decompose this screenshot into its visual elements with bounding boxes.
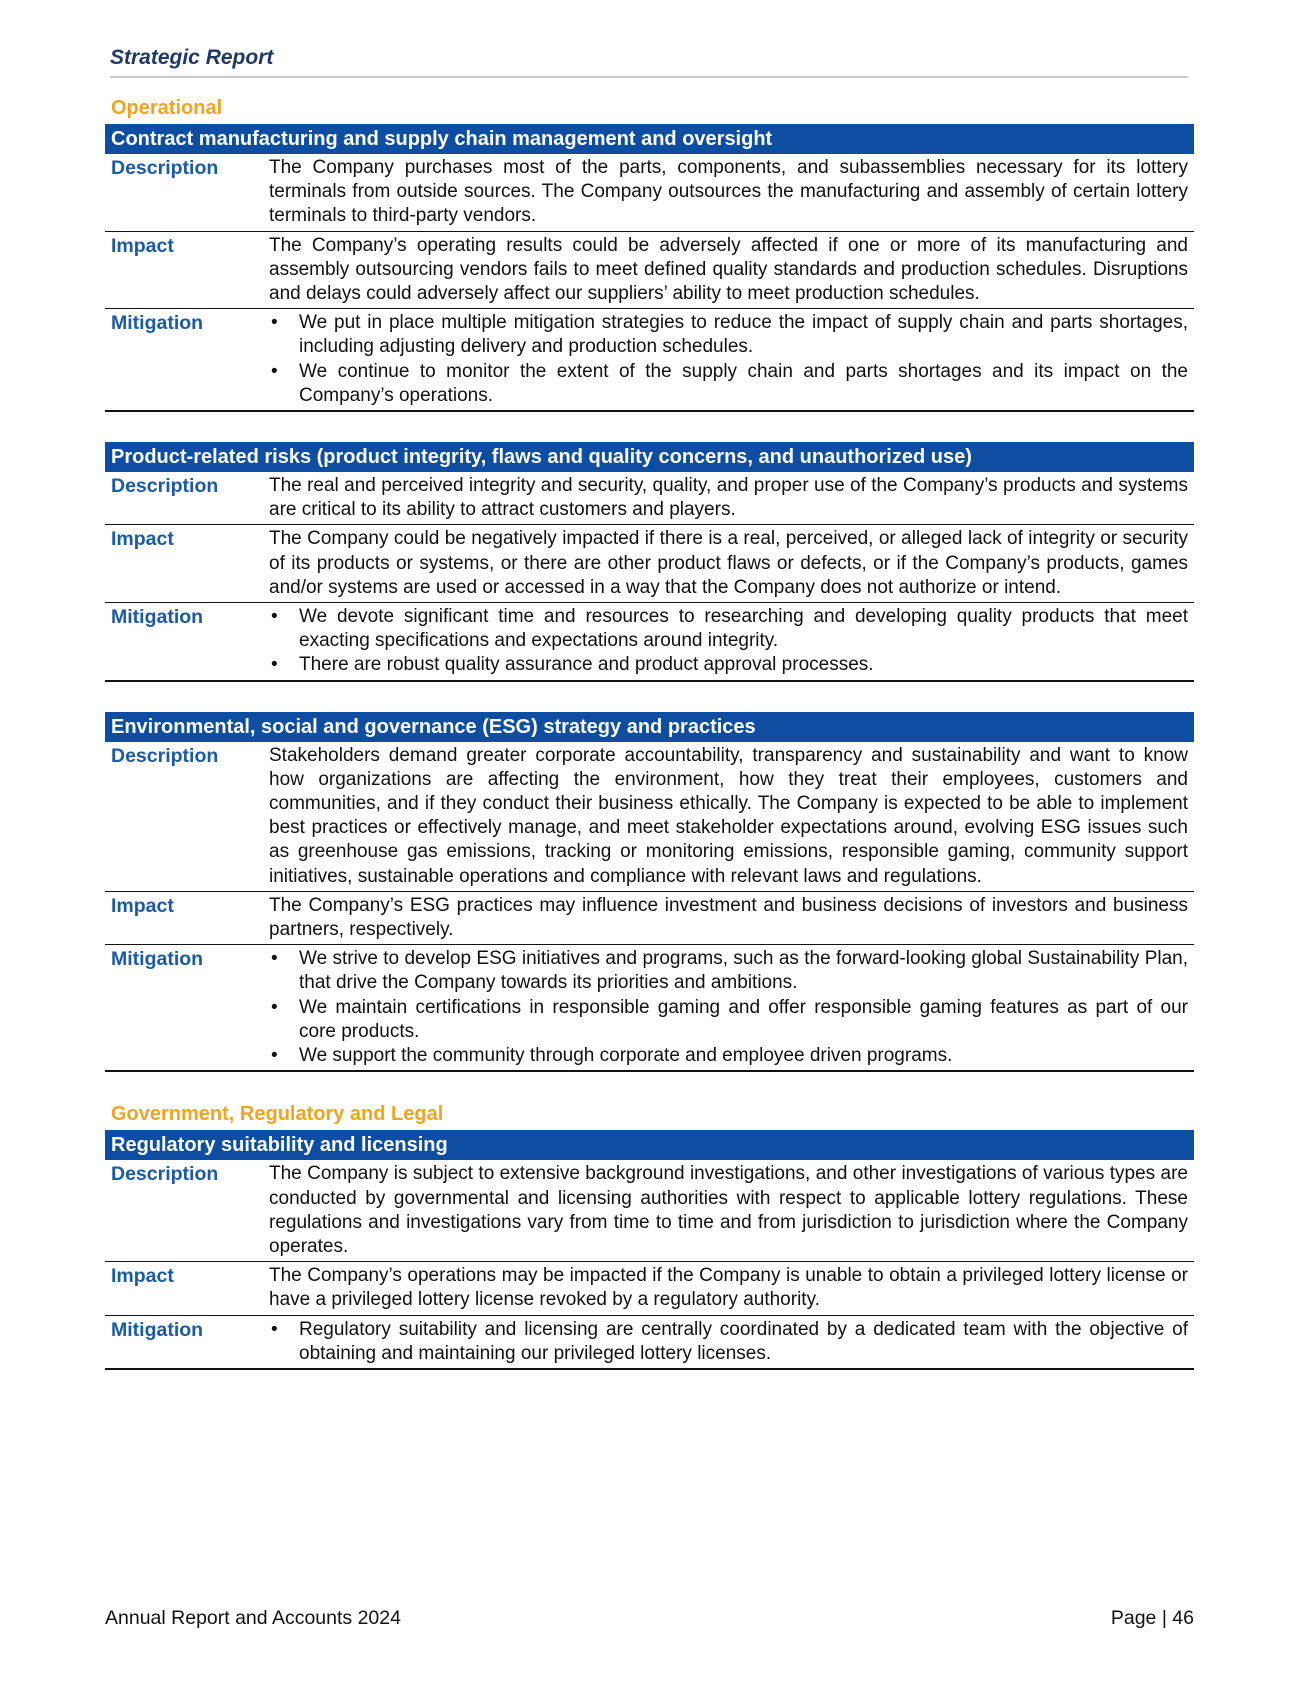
- mitigation-row: [105, 1315, 1194, 1368]
- risk-table-regulatory-licensing: [105, 1130, 1194, 1370]
- mitigation-item: • There are robust quality assurance and product approval processes.: [269, 653, 1188, 677]
- impact-row: [105, 524, 1194, 602]
- mitigation-label: Mitigation: [111, 1318, 204, 1341]
- mitigation-item: • We strive to develop ESG initiatives and programs, such as the forward-looking global Sustainability Plan, that drive the Company towards its priorities and ambitions.: [269, 947, 1188, 995]
- section-operational: [105, 96, 1194, 1072]
- risk-title: Regulatory suitability and licensing: [105, 1130, 1194, 1160]
- page-header-title: Strategic Report: [110, 46, 1188, 78]
- mitigation-list: [269, 947, 1194, 1068]
- mitigation-row: [105, 602, 1194, 680]
- mitigation-row: [105, 944, 1194, 1070]
- page-number: Page | 46: [1110, 1607, 1194, 1629]
- description-row: [105, 1160, 1194, 1261]
- description-label: Description: [111, 475, 219, 498]
- risk-table-contract-manufacturing: [105, 124, 1194, 412]
- risk-title: Contract manufacturing and supply chain management and oversight: [105, 124, 1194, 154]
- impact-label: Impact: [111, 528, 174, 551]
- footer-report-title: Annual Report and Accounts 2024: [105, 1607, 401, 1629]
- risk-table-esg: [105, 712, 1194, 1073]
- impact-row: [105, 891, 1194, 944]
- mitigation-item: • We put in place multiple mitigation strategies to reduce the impact of supply chain and parts shortages, including adjusting delivery and production schedules.: [269, 311, 1188, 359]
- impact-text: The Company’s operations may be impacted if the Company is unable to obtain a privileged lottery license or have a privileged lottery license revoked by a regulatory authority.: [269, 1265, 1188, 1311]
- description-row: [105, 154, 1194, 231]
- description-text: The Company purchases most of the parts, components, and subassemblies necessary for its lottery terminals from outside sources. The Company outsources the manufacturing and assembly of certain lottery terminals to third-party vendors.: [269, 157, 1188, 227]
- mitigation-label: Mitigation: [111, 948, 204, 971]
- impact-label: Impact: [111, 1265, 174, 1288]
- description-text: Stakeholders demand greater corporate accountability, transparency and sustainability and want to know how organizations are affecting the environment, how they treat their employees, customers and communities, and if they conduct their business ethically. The Company is expected to be able to implement best practices or effectively manage, and meet stakeholder expectations around, evolving ESG issues such as greenhouse gas emissions, tracking or monitoring emissions, responsible gaming, community support initiatives, sustainable operations and compliance with relevant laws and regulations.: [269, 744, 1188, 887]
- mitigation-label: Mitigation: [111, 312, 204, 335]
- mitigation-item: • We devote significant time and resources to researching and developing quality products that meet exacting specifications and expectations around integrity.: [269, 605, 1188, 653]
- impact-text: The Company could be negatively impacted if there is a real, perceived, or alleged lack of integrity or security of its products or systems, or there are other product flaws or defects, or if the Company’s products, games and/or systems are used or accessed in a way that the Company does not authorize or intend.: [269, 528, 1188, 598]
- risk-title: Product-related risks (product integrity, flaws and quality concerns, and unauthorized use): [105, 442, 1194, 472]
- description-row: [105, 742, 1194, 891]
- page-footer: [105, 1607, 1194, 1630]
- impact-label: Impact: [111, 894, 174, 917]
- mitigation-row: [105, 308, 1194, 410]
- description-text: The real and perceived integrity and security, quality, and proper use of the Company’s products and systems are critical to its ability to attract customers and players.: [269, 475, 1188, 521]
- impact-text: The Company’s ESG practices may influence investment and business decisions of investors and business partners, respectively.: [269, 894, 1188, 941]
- description-label: Description: [111, 1163, 219, 1186]
- impact-row: [105, 1261, 1194, 1314]
- mitigation-item: • We continue to monitor the extent of the supply chain and parts shortages and its impact on the Company’s operations.: [269, 360, 1188, 408]
- mitigation-item: • Regulatory suitability and licensing are centrally coordinated by a dedicated team with the objective of obtaining and maintaining our privileged lottery licenses.: [269, 1318, 1188, 1366]
- description-text: The Company is subject to extensive background investigations, and other investigations of various types are conducted by governmental and licensing authorities with respect to applicable lottery regulations. These regulations and investigations vary from time to time and from jurisdiction to jurisdiction where the Company operates.: [269, 1163, 1188, 1257]
- mitigation-list: [269, 1318, 1194, 1366]
- impact-text: The Company’s operating results could be adversely affected if one or more of its manufacturing and assembly outsourcing vendors fails to meet defined quality standards and production schedules. Disruptions and delays could adversely affect our suppliers’ ability to meet production schedules.: [269, 234, 1188, 305]
- risk-title: Environmental, social and governance (ESG) strategy and practices: [105, 712, 1194, 742]
- description-label: Description: [111, 157, 219, 179]
- section-heading: Operational: [111, 97, 223, 119]
- description-row: [105, 472, 1194, 524]
- mitigation-label: Mitigation: [111, 606, 204, 629]
- mitigation-item: • We support the community through corporate and employee driven programs.: [269, 1044, 1188, 1068]
- report-content: [105, 96, 1194, 1400]
- impact-label: Impact: [111, 234, 174, 257]
- mitigation-list: [269, 605, 1194, 678]
- section-government-regulatory-legal: [105, 1102, 1194, 1370]
- description-label: Description: [111, 744, 219, 767]
- section-heading: Government, Regulatory and Legal: [111, 1103, 444, 1126]
- mitigation-list: [269, 311, 1194, 408]
- mitigation-item: • We maintain certifications in responsible gaming and offer responsible gaming features as part of our core products.: [269, 996, 1188, 1044]
- risk-table-product-related: [105, 442, 1194, 682]
- impact-row: [105, 231, 1194, 309]
